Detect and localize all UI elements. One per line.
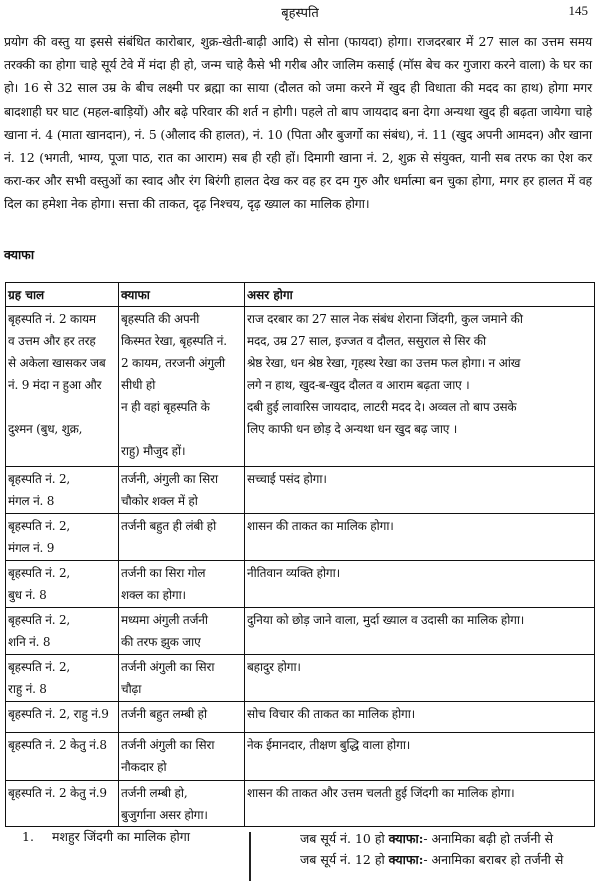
cell-line: दुश्मन (बुध, शुक्र, xyxy=(8,422,83,436)
cell-asar xyxy=(245,655,595,702)
cell-line: तर्जनी का सिरा गोल xyxy=(121,566,206,580)
cell-line: मध्यमा अंगुली तर्जनी xyxy=(121,613,208,627)
kyafa-table xyxy=(5,282,595,827)
cell-line: न ही वहां बृहस्पति के xyxy=(121,400,210,414)
cell-line: शनि नं. 8 xyxy=(8,635,51,649)
cell-kyafa xyxy=(119,655,245,702)
cell-line: बृहस्पति नं. 2, xyxy=(8,519,71,533)
cell-line: बृहस्पति नं. 2, xyxy=(8,660,71,674)
page-title: बृहस्पति xyxy=(281,6,319,21)
cell-line: मदद, उम्र 27 साल, इज्जत व दौलत, ससुराल से सिर की xyxy=(247,334,486,348)
cell-line: बृहस्पति नं. 2, xyxy=(8,472,71,486)
cell-line: नीतिवान व्यक्ति होगा। xyxy=(247,566,340,580)
cell-line: शासन की ताकत और उत्तम चलती हुई जिंदगी का मालिक होगा। xyxy=(247,786,515,800)
cell-graha xyxy=(6,702,119,733)
table-row xyxy=(6,781,595,827)
note-text: - अनामिका बढ़ी हो तर्जनी से xyxy=(423,831,554,846)
cell-asar xyxy=(245,702,595,733)
cell-kyafa xyxy=(119,561,245,608)
cell-line: तर्जनी अंगुली का सिरा xyxy=(121,660,215,674)
cell-kyafa xyxy=(119,733,245,781)
note-label: क्याफा: xyxy=(388,831,424,846)
cell-line: बहादुर होगा। xyxy=(247,660,301,674)
cell-graha xyxy=(6,781,119,827)
cell-line: बुध नं. 8 xyxy=(8,588,47,602)
cell-graha xyxy=(6,467,119,514)
cell-line: 2 कायम, तरजनी अंगुली xyxy=(121,356,225,370)
cell-asar xyxy=(245,514,595,561)
cell-line: की तरफ झुक जाए xyxy=(121,635,201,649)
cell-line: बृहस्पति नं. 2 कायम xyxy=(8,312,96,326)
cell-line: किस्मत रेखा, बृहस्पति नं. xyxy=(121,334,227,348)
cell-line: मंगल नं. 8 xyxy=(8,494,55,508)
cell-kyafa xyxy=(119,702,245,733)
column-header-graha-chal: ग्रह चाल xyxy=(6,283,119,307)
cell-line: नौकदार हो xyxy=(121,760,167,774)
table-row xyxy=(6,467,595,514)
cell-asar xyxy=(245,467,595,514)
cell-asar xyxy=(245,781,595,827)
cell-kyafa xyxy=(119,608,245,655)
table-row xyxy=(6,655,595,702)
table-header-row xyxy=(6,283,595,307)
cell-kyafa xyxy=(119,781,245,827)
page-number: 145 xyxy=(568,3,588,18)
cell-line: लिए काफी धन छोड़ दे अन्यथा धन खुद बढ़ जाए । xyxy=(247,422,458,436)
cell-kyafa xyxy=(119,514,245,561)
cell-line: शक्ल का होगा। xyxy=(121,588,186,602)
body-paragraph: प्रयोग की वस्तु या इससे संबंधित कारोबार, शुक्र-खेती-बाढ़ी आदि) से सोना (फायदा) होगा। राजदरबार में 27 साल का उत्तम समय तरक्की का होगा चाहे सूर्य टेवे में मंदा ही हो, जन्म चाहे कैसे भी गरीब और जालिम कसाई (मॉस बेच कर गुजारा करने वाला) के घर का हो। 16 से 32 साल उम्र के बीच लक्ष्मी पर ब्रह्मा का साया (दौलत को जमा करने में खुद ही विधाता की मदद का हाथ) होगा मगर बादशाही घर घाट (महल-बाड़ियों) और बढ़े परिवार की शर्त न होगी। पहले तो बाप जायदाद बना देगा अन्यथा खुद ही बढ़ता जायेगा चाहे खाना नं. 4 (माता खानदान), नं. 5 (औलाद की हालत), नं. 10 (पिता और बुजर्गो का संबंध), नं. 11 (खुद अपनी आमदन) और खाना नं. 12 (भगती, भाग्य, पूजा पाठ, रात का आराम) सब ही रही हों। दिमागी खाना नं. 2, शुक्र से संयुक्त, यानी सब तरफ का ऐश कर करा-कर और सभी वस्तुओं का स्वाद और रंग बिरंगी हालत देख कर वह हर दम गुरु और धर्मात्मा बन चुका होगा, मगर हर हालत में वह दिल का हमेशा नेक होगा। सत्ता की ताकत, दृढ़ निश्चय, दृढ़ ख्याल का मालिक होगा। xyxy=(4,34,592,212)
table-row xyxy=(6,702,595,733)
column-header-kyafa: क्याफा xyxy=(119,283,245,307)
cell-line: तर्जनी लम्बी हो, xyxy=(121,786,188,800)
cell-graha xyxy=(6,514,119,561)
cell-line xyxy=(8,396,115,418)
cell-asar xyxy=(245,561,595,608)
note-label: क्याफा: xyxy=(388,852,424,867)
cell-line: बृहस्पति नं. 2 केतु नं.9 xyxy=(8,786,107,800)
cell-asar xyxy=(245,608,595,655)
note-prefix: जब सूर्य नं. 12 हो xyxy=(300,852,389,867)
cell-line: तर्जनी बहुत लम्बी हो xyxy=(121,707,207,721)
cell-line: सोच विचार की ताकत का मालिक होगा। xyxy=(247,707,416,721)
cell-line: व उत्तम और हर तरह xyxy=(8,334,96,348)
note-prefix: जब सूर्य नं. 10 हो xyxy=(300,831,389,846)
item-text: मशहुर जिंदगी का मालिक होगा xyxy=(51,829,191,844)
table-row xyxy=(6,307,595,467)
cell-graha xyxy=(6,307,119,467)
cell-graha xyxy=(6,655,119,702)
cell-line: तर्जनी, अंगुली का सिरा xyxy=(121,472,218,486)
cell-asar xyxy=(245,307,595,467)
item-number: 1. xyxy=(22,829,34,844)
cell-line: चौकोर शक्ल में हो xyxy=(121,494,198,508)
cell-line: बुजुर्गाना असर होगा। xyxy=(121,808,208,822)
note-text: - अनामिका बराबर हो तर्जनी से xyxy=(423,852,564,867)
cell-line: बृहस्पति नं. 2, राहु नं.9 xyxy=(8,707,109,721)
section-heading: क्याफा xyxy=(4,247,35,262)
numbered-item xyxy=(22,828,190,845)
note-line xyxy=(300,828,600,849)
note-line xyxy=(300,849,600,870)
cell-line: तर्जनी बहुत ही लंबी हो xyxy=(121,519,217,533)
cell-line: नं. 9 मंदा न हुआ और xyxy=(8,378,102,392)
cell-line: तर्जनी अंगुली का सिरा xyxy=(121,738,215,752)
cell-line: दुनिया को छोड़ जाने वाला, मुर्दा ख्याल व उदासी का मालिक होगा। xyxy=(247,613,525,627)
cell-line: श्रेष्ठ रेखा, धन श्रेष्ठ रेखा, गृहस्थ रेखा का उत्तम फल होगा। न आंख xyxy=(247,356,521,370)
cell-graha xyxy=(6,561,119,608)
cell-line: बृहस्पति नं. 2, xyxy=(8,566,71,580)
page-header xyxy=(0,0,600,24)
cell-line: शासन की ताकत का मालिक होगा। xyxy=(247,519,394,533)
cell-line: से अकेला खासकर जब xyxy=(8,356,106,370)
cell-line: चौढ़ा xyxy=(121,682,142,696)
cell-kyafa xyxy=(119,307,245,467)
cell-line: राज दरबार का 27 साल नेक संबंध शेराना जिंदगी, कुल जमाने की xyxy=(247,312,523,326)
cell-line: दबी हुई लावारिस जायदाद, लाटरी मदद दे। अव्वल तो बाप उसके xyxy=(247,400,517,414)
cell-graha xyxy=(6,608,119,655)
surya-kyafa-notes xyxy=(300,828,600,870)
column-divider xyxy=(249,832,251,881)
cell-line: बृहस्पति की अपनी xyxy=(121,312,200,326)
cell-line: राहु नं. 8 xyxy=(8,682,47,696)
cell-line: लगे न हाथ, खुद-ब-खुद दौलत व आराम बढ़ता जाए । xyxy=(247,378,470,392)
table-row xyxy=(6,733,595,781)
cell-asar xyxy=(245,733,595,781)
cell-graha xyxy=(6,733,119,781)
cell-line: नेक ईमानदार, तीक्षण बुद्धि वाला होगा। xyxy=(247,738,411,752)
cell-line: मंगल नं. 9 xyxy=(8,541,55,555)
cell-line: राहु) मौजुद हों। xyxy=(121,444,186,458)
cell-line: बृहस्पति नं. 2, xyxy=(8,613,71,627)
table-row xyxy=(6,608,595,655)
column-header-asar-hoga: असर होगा xyxy=(245,283,595,307)
cell-line: सच्चाई पसंद होगा। xyxy=(247,472,327,486)
table-row xyxy=(6,561,595,608)
cell-line xyxy=(121,418,241,440)
cell-line: बृहस्पति नं. 2 केतु नं.8 xyxy=(8,738,107,752)
table-row xyxy=(6,514,595,561)
cell-kyafa xyxy=(119,467,245,514)
cell-line: सीधी हो xyxy=(121,378,156,392)
